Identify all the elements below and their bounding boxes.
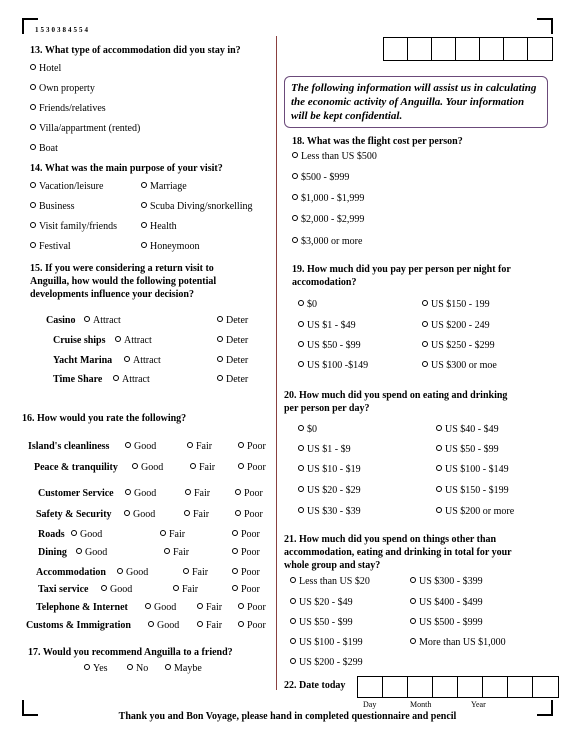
good-option[interactable]: Good [145,602,176,613]
deter-option[interactable]: Deter [217,335,248,346]
q15-row-label: Casino [46,315,76,326]
q21-title-line: 21. How much did you spend on things other than [284,534,497,545]
fair-option[interactable]: Fair [183,567,208,578]
attract-option[interactable]: Attract [124,355,161,366]
year-label: Year [471,700,486,709]
good-option[interactable]: Good [101,584,132,595]
q18-option[interactable]: $2,000 - $2,999 [292,214,364,225]
q20-option[interactable]: US $100 - $149 [436,464,509,475]
deter-option[interactable]: Deter [217,315,248,326]
attract-option[interactable]: Attract [115,335,152,346]
poor-option[interactable]: Poor [232,529,260,540]
q13-option[interactable]: Boat [30,143,58,154]
poor-option[interactable]: Poor [235,509,263,520]
q17-title: 17. Would you recommend Anguilla to a friend? [28,647,233,658]
q20-option[interactable]: US $150 - $199 [436,485,509,496]
q20-option[interactable]: US $40 - $49 [436,424,499,435]
attract-option[interactable]: Attract [84,315,121,326]
poor-option[interactable]: Poor [232,584,260,595]
q13-title: 13. What type of accommodation did you stay in? [30,45,241,56]
q21-option[interactable]: US $50 - $99 [290,617,353,628]
q20-option[interactable]: US $20 - $29 [298,485,361,496]
corner-mark-top-right [537,18,553,34]
date-input-boxes[interactable] [357,676,559,698]
q15-title-line: Anguilla, how would the following potential [30,276,217,287]
q14-option[interactable]: Honeymoon [141,241,199,252]
q14-option[interactable]: Festival [30,241,71,252]
q14-option[interactable]: Marriage [141,181,187,192]
q20-option[interactable]: $0 [298,424,317,435]
good-option[interactable]: Good [76,547,107,558]
q13-option[interactable]: Own property [30,83,95,94]
q19-option[interactable]: US $150 - 199 [422,299,490,310]
q16-row-label: Customer Service [38,488,114,499]
q21-option[interactable]: Less than US $20 [290,576,370,587]
q16-row-label: Safety & Security [36,509,112,520]
q20-option[interactable]: US $50 - $99 [436,444,499,455]
q19-option[interactable]: US $1 - $49 [298,320,356,331]
q16-row-label: Taxi service [38,584,89,595]
q20-title-line: 20. How much did you spend on eating and drinking [284,390,508,401]
fair-option[interactable]: Fair [197,602,222,613]
q15-row-label: Cruise ships [53,335,106,346]
fair-option[interactable]: Fair [185,488,210,499]
q14-title: 14. What was the main purpose of your visit? [30,163,223,174]
q19-option[interactable]: US $100 -$149 [298,360,368,371]
q16-row-label: Telephone & Internet [36,602,128,613]
q16-row-label: Island's cleanliness [28,441,110,452]
footer-text: Thank you and Bon Voyage, please hand in completed questionnaire and pencil [118,711,457,722]
fair-option[interactable]: Fair [197,620,222,631]
q16-title: 16. How would you rate the following? [22,413,187,424]
q15-row-label: Time Share [53,374,103,385]
q21-option[interactable]: US $200 - $299 [290,657,363,668]
good-option[interactable]: Good [117,567,148,578]
deter-option[interactable]: Deter [217,355,248,366]
q19-option[interactable]: US $200 - 249 [422,320,490,331]
q15-row-label: Yacht Marina [53,355,113,366]
fair-option[interactable]: Fair [187,441,212,452]
q13-option[interactable]: Friends/relatives [30,103,106,114]
q18-title: 18. What was the flight cost per person? [292,136,463,147]
q21-option[interactable]: US $100 - $199 [290,637,363,648]
q13-option[interactable]: Hotel [30,63,61,74]
q20-option[interactable]: US $1 - $9 [298,444,351,455]
form-id: 1530384554 [35,26,90,34]
q20-option[interactable]: US $30 - $39 [298,506,361,517]
q20-title-line: per person per day? [284,403,370,414]
fair-option[interactable]: Fair [184,509,209,520]
maybe-option[interactable]: Maybe [165,663,202,674]
q19-option[interactable]: US $250 - $299 [422,340,495,351]
good-option[interactable]: Good [125,488,156,499]
q14-option[interactable]: Visit family/friends [30,221,117,232]
q19-option[interactable]: $0 [298,299,317,310]
fair-option[interactable]: Fair [160,529,185,540]
poor-option[interactable]: Poor [232,567,260,578]
q21-option[interactable]: More than US $1,000 [410,637,506,648]
q21-option[interactable]: US $300 - $399 [410,576,483,587]
q19-option[interactable]: US $300 or moe [422,360,497,371]
id-boxes[interactable] [383,37,553,61]
month-label: Month [410,700,432,709]
q16-row-label: Roads [38,529,65,540]
attract-option[interactable]: Attract [113,374,150,385]
poor-option[interactable]: Poor [238,462,266,473]
q21-option[interactable]: US $20 - $49 [290,597,353,608]
fair-option[interactable]: Fair [164,547,189,558]
no-option[interactable]: No [127,663,148,674]
poor-option[interactable]: Poor [238,441,266,452]
q21-option[interactable]: US $400 - $499 [410,597,483,608]
day-label: Day [363,700,377,709]
good-option[interactable]: Good [71,529,102,540]
poor-option[interactable]: Poor [238,620,266,631]
column-divider [276,36,277,690]
confidentiality-notice: The following information will assist us in calculating the economic activity of Anguilla. Your information will be kept confidential. [284,76,548,128]
fair-option[interactable]: Fair [173,584,198,595]
q16-row-label: Customs & Immigration [26,620,131,631]
poor-option[interactable]: Poor [235,488,263,499]
q14-option[interactable]: Vacation/leisure [30,181,103,192]
fair-option[interactable]: Fair [190,462,215,473]
good-option[interactable]: Good [148,620,179,631]
good-option[interactable]: Good [132,462,163,473]
q16-row-label: Dining [38,547,67,558]
good-option[interactable]: Good [125,441,156,452]
q14-option[interactable]: Scuba Diving/snorkelling [141,201,253,212]
q21-option[interactable]: US $500 - $999 [410,617,483,628]
q21-title-line: accommodation, eating and drinking in total for your [284,547,512,558]
q18-option[interactable]: $500 - $999 [292,172,349,183]
q18-option[interactable]: Less than US $500 [292,151,377,162]
poor-option[interactable]: Poor [232,547,260,558]
q19-option[interactable]: US $50 - $99 [298,340,361,351]
q20-option[interactable]: US $200 or more [436,506,514,517]
q19-title-line: accomodation? [292,277,357,288]
q18-option[interactable]: $3,000 or more [292,236,362,247]
q16-row-label: Accommodation [36,567,106,578]
deter-option[interactable]: Deter [217,374,248,385]
q22-title: 22. Date today [284,680,346,691]
q15-title-line: developments influence your decision? [30,289,194,300]
q18-option[interactable]: $1,000 - $1,999 [292,193,364,204]
good-option[interactable]: Good [124,509,155,520]
q13-option[interactable]: Villa/appartment (rented) [30,123,140,134]
poor-option[interactable]: Poor [238,602,266,613]
q14-option[interactable]: Health [141,221,177,232]
yes-option[interactable]: Yes [84,663,108,674]
q14-option[interactable]: Business [30,201,75,212]
q15-title-line: 15. If you were considering a return visit to [30,263,214,274]
q20-option[interactable]: US $10 - $19 [298,464,361,475]
q16-row-label: Peace & tranquility [34,462,118,473]
q19-title-line: 19. How much did you pay per person per night for [292,264,511,275]
q21-title-line: whole group and stay? [284,560,381,571]
